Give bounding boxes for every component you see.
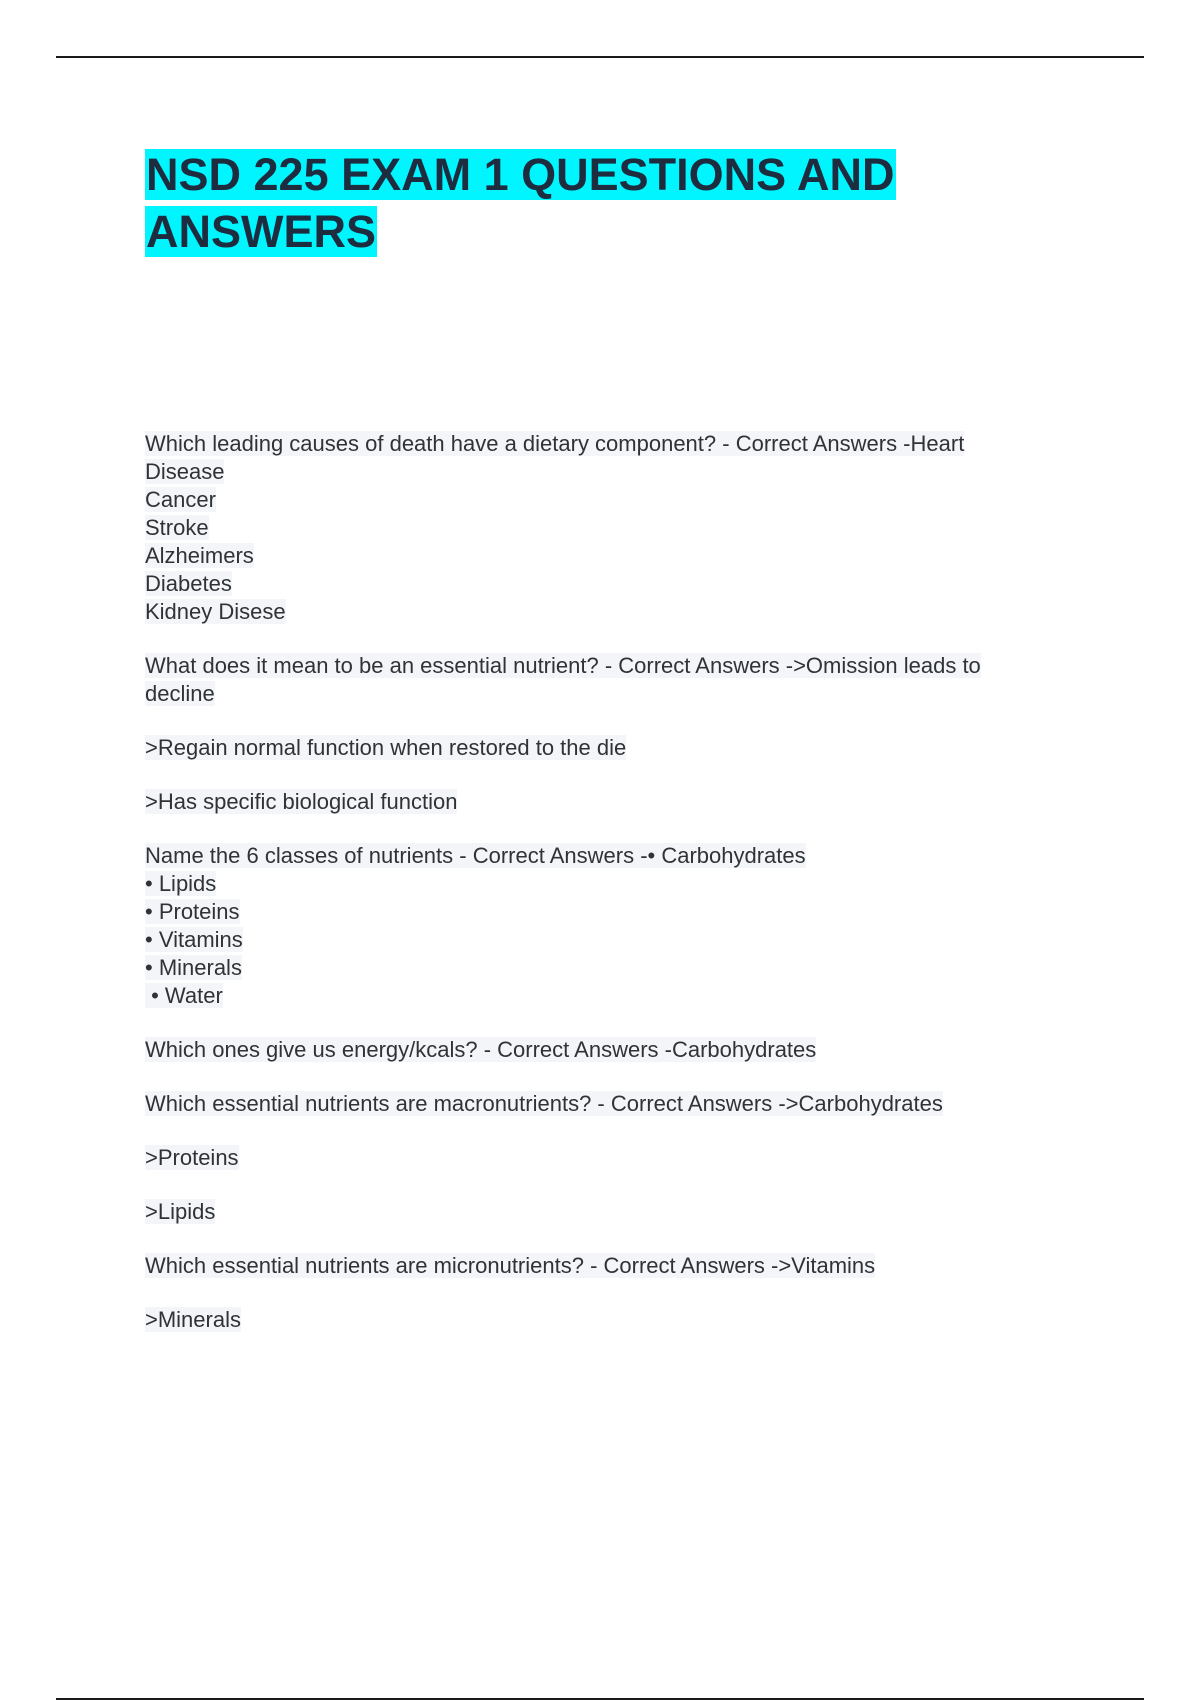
qa-item (145, 1090, 1105, 1118)
qa-line: • Proteins (145, 899, 240, 924)
document-title (145, 146, 1105, 260)
title-line-1: NSD 225 EXAM 1 QUESTIONS AND (146, 149, 895, 200)
qa-line: Name the 6 classes of nutrients - Correct Answers -• Carbohydrates (145, 843, 806, 868)
qa-line: >Minerals (145, 1307, 241, 1332)
qa-item (145, 1036, 1105, 1064)
qa-line: Kidney Disese (145, 599, 286, 624)
top-rule (56, 56, 1144, 58)
qa-line: Stroke (145, 515, 209, 540)
document-body (145, 146, 1105, 1360)
qa-line: Alzheimers (145, 543, 254, 568)
qa-item (145, 1198, 1105, 1226)
qa-item (145, 430, 1105, 626)
qa-line: • Lipids (145, 871, 217, 896)
qa-line: • Water (145, 983, 223, 1008)
qa-list (145, 430, 1105, 1334)
qa-line: • Minerals (145, 955, 242, 980)
qa-line: decline (145, 681, 215, 706)
qa-line: Cancer (145, 487, 216, 512)
qa-line: • Vitamins (145, 927, 243, 952)
qa-line: >Proteins (145, 1145, 239, 1170)
qa-line: Disease (145, 459, 225, 484)
qa-line: >Has specific biological function (145, 789, 458, 814)
qa-item (145, 734, 1105, 762)
qa-line: >Regain normal function when restored to the die (145, 735, 627, 760)
qa-item (145, 1252, 1105, 1280)
qa-item (145, 1144, 1105, 1172)
qa-line: Which essential nutrients are macronutrients? - Correct Answers ->Carbohydrates (145, 1091, 943, 1116)
qa-item (145, 1306, 1105, 1334)
qa-line: What does it mean to be an essential nutrient? - Correct Answers ->Omission leads to (145, 653, 981, 678)
qa-line: Which ones give us energy/kcals? - Correct Answers -Carbohydrates (145, 1037, 817, 1062)
qa-item (145, 652, 1105, 708)
qa-line: Diabetes (145, 571, 232, 596)
qa-line: Which essential nutrients are micronutrients? - Correct Answers ->Vitamins (145, 1253, 876, 1278)
qa-line: >Lipids (145, 1199, 216, 1224)
title-line-2: ANSWERS (146, 206, 377, 257)
qa-item (145, 842, 1105, 1010)
qa-line: Which leading causes of death have a dietary component? - Correct Answers -Heart (145, 431, 965, 456)
qa-item (145, 788, 1105, 816)
